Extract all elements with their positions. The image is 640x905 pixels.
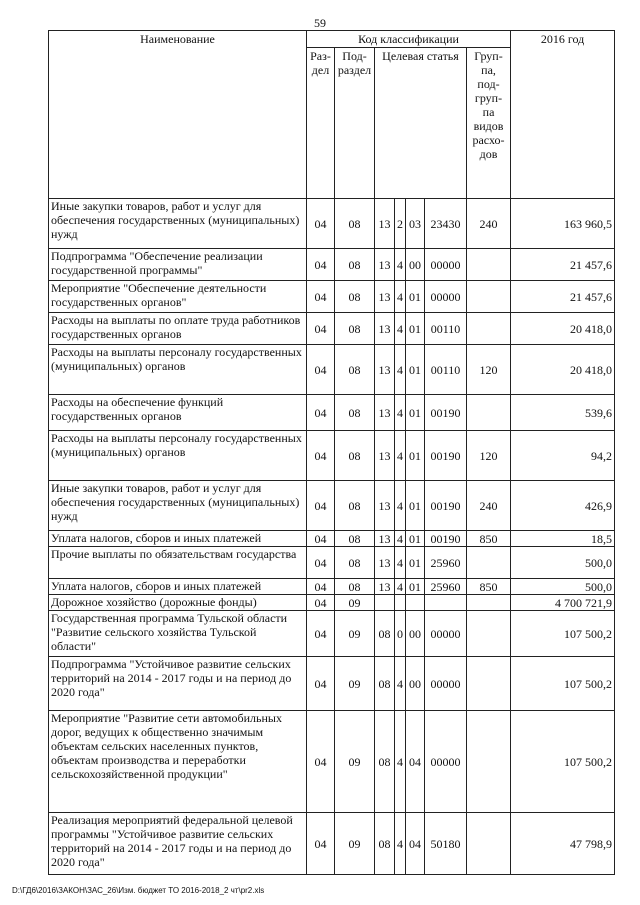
table-row — [49, 711, 615, 813]
row-subsection: 08 — [335, 313, 375, 345]
row-subsection: 08 — [335, 345, 375, 395]
header-row-1 — [49, 31, 615, 48]
table-row — [49, 345, 615, 395]
row-amount: 20 418,0 — [511, 345, 615, 395]
row-subsection: 08 — [335, 431, 375, 481]
row-name: Дорожное хозяйство (дорожные фонды) — [49, 595, 307, 611]
row-expense-group — [467, 547, 511, 579]
row-measure: 01 — [406, 281, 425, 313]
table-row — [49, 595, 615, 611]
row-expense-group: 850 — [467, 531, 511, 547]
row-subprogram — [395, 595, 406, 611]
row-measure: 01 — [406, 313, 425, 345]
header-year: 2016 год — [511, 31, 615, 199]
row-measure: 01 — [406, 531, 425, 547]
row-measure: 01 — [406, 345, 425, 395]
table-row — [49, 313, 615, 345]
row-program: 08 — [375, 813, 395, 875]
row-name: Подпрограмма "Устойчивое развитие сельских территорий на 2014 - 2017 годы и на период до 2020 года" — [49, 657, 307, 711]
row-name: Уплата налогов, сборов и иных платежей — [49, 579, 307, 595]
row-subsection: 08 — [335, 281, 375, 313]
row-subsection: 09 — [335, 657, 375, 711]
row-subprogram: 4 — [395, 547, 406, 579]
row-direction: 25960 — [425, 579, 467, 595]
row-direction: 00190 — [425, 531, 467, 547]
row-section: 04 — [307, 395, 335, 431]
row-direction: 00110 — [425, 313, 467, 345]
row-measure: 03 — [406, 199, 425, 249]
row-subprogram: 4 — [395, 345, 406, 395]
row-expense-group — [467, 395, 511, 431]
row-program: 13 — [375, 249, 395, 281]
row-subprogram: 4 — [395, 249, 406, 281]
row-subprogram: 4 — [395, 481, 406, 531]
row-section: 04 — [307, 531, 335, 547]
table-row — [49, 579, 615, 595]
row-section: 04 — [307, 313, 335, 345]
row-direction: 00000 — [425, 611, 467, 657]
row-direction: 50180 — [425, 813, 467, 875]
row-measure: 00 — [406, 611, 425, 657]
header-subsection: Под- раздел — [335, 48, 375, 199]
row-expense-group — [467, 611, 511, 657]
row-section: 04 — [307, 657, 335, 711]
row-program: 13 — [375, 313, 395, 345]
row-program: 13 — [375, 345, 395, 395]
row-direction: 25960 — [425, 547, 467, 579]
row-section: 04 — [307, 481, 335, 531]
row-measure — [406, 595, 425, 611]
row-expense-group — [467, 657, 511, 711]
row-amount: 107 500,2 — [511, 611, 615, 657]
row-subprogram: 4 — [395, 711, 406, 813]
header-name: Наименование — [49, 31, 307, 199]
row-direction: 00000 — [425, 281, 467, 313]
row-expense-group — [467, 249, 511, 281]
row-amount: 163 960,5 — [511, 199, 615, 249]
budget-table — [48, 30, 615, 875]
row-subsection: 09 — [335, 711, 375, 813]
row-expense-group — [467, 813, 511, 875]
row-amount: 94,2 — [511, 431, 615, 481]
row-amount: 4 700 721,9 — [511, 595, 615, 611]
row-subsection: 08 — [335, 531, 375, 547]
header-classification: Код классификации — [307, 31, 511, 48]
row-name: Мероприятие "Обеспечение деятельности государственных органов" — [49, 281, 307, 313]
table-row — [49, 249, 615, 281]
row-direction: 00000 — [425, 657, 467, 711]
row-amount: 18,5 — [511, 531, 615, 547]
row-section: 04 — [307, 611, 335, 657]
row-program: 13 — [375, 579, 395, 595]
row-subsection: 09 — [335, 611, 375, 657]
row-measure: 01 — [406, 547, 425, 579]
row-subsection: 08 — [335, 249, 375, 281]
row-name: Прочие выплаты по обязательствам государства — [49, 547, 307, 579]
row-direction — [425, 595, 467, 611]
table-row — [49, 611, 615, 657]
table-row — [49, 657, 615, 711]
row-measure: 04 — [406, 813, 425, 875]
row-program: 08 — [375, 711, 395, 813]
table-row — [49, 199, 615, 249]
row-name: Мероприятие "Развитие сети автомобильных дорог, ведущих к общественно значимым объектам сельских населенных пунктов, объектам производства и переработки сельскохозяйственной продукции" — [49, 711, 307, 813]
table-row — [49, 547, 615, 579]
row-amount: 47 798,9 — [511, 813, 615, 875]
row-direction: 00190 — [425, 431, 467, 481]
row-name: Реализация мероприятий федеральной целевой программы "Устойчивое развитие сельских территорий на 2014 - 2017 годы и на период до 2020 года" — [49, 813, 307, 875]
row-amount: 21 457,6 — [511, 249, 615, 281]
row-expense-group — [467, 595, 511, 611]
row-section: 04 — [307, 547, 335, 579]
row-amount: 539,6 — [511, 395, 615, 431]
row-amount: 20 418,0 — [511, 313, 615, 345]
row-program: 13 — [375, 547, 395, 579]
row-section: 04 — [307, 579, 335, 595]
row-subprogram: 4 — [395, 395, 406, 431]
row-section: 04 — [307, 345, 335, 395]
row-amount: 107 500,2 — [511, 657, 615, 711]
page-number: 59 — [314, 16, 326, 30]
row-amount: 107 500,2 — [511, 711, 615, 813]
table-row — [49, 813, 615, 875]
row-direction: 23430 — [425, 199, 467, 249]
row-name: Подпрограмма "Обеспечение реализации государственной программы" — [49, 249, 307, 281]
row-subsection: 08 — [335, 579, 375, 595]
row-measure: 00 — [406, 657, 425, 711]
row-section: 04 — [307, 199, 335, 249]
row-section: 04 — [307, 249, 335, 281]
row-subprogram: 4 — [395, 657, 406, 711]
header-expense-group: Груп- па, под- груп- па видов расхо- дов — [467, 48, 511, 199]
row-expense-group — [467, 711, 511, 813]
row-name: Расходы на обеспечение функций государственных органов — [49, 395, 307, 431]
row-measure: 01 — [406, 481, 425, 531]
table-row — [49, 395, 615, 431]
table-row — [49, 531, 615, 547]
row-subsection: 08 — [335, 199, 375, 249]
row-expense-group — [467, 313, 511, 345]
row-subprogram: 4 — [395, 281, 406, 313]
file-path-footer: D:\ГД6\2016\ЗАКОН\ЗАС_26\Изм. бюджет ТО 2016-2018_2 чт\pr2.xls — [12, 886, 265, 895]
row-subprogram: 0 — [395, 611, 406, 657]
row-program: 13 — [375, 395, 395, 431]
row-direction: 00190 — [425, 395, 467, 431]
table-row — [49, 481, 615, 531]
row-expense-group: 120 — [467, 345, 511, 395]
row-subprogram: 4 — [395, 813, 406, 875]
row-measure: 01 — [406, 579, 425, 595]
row-expense-group — [467, 281, 511, 313]
table-body — [49, 199, 615, 875]
row-expense-group: 240 — [467, 481, 511, 531]
row-expense-group: 850 — [467, 579, 511, 595]
row-program — [375, 595, 395, 611]
header-target-article: Целевая статья — [375, 48, 467, 199]
row-program: 13 — [375, 281, 395, 313]
row-program: 08 — [375, 657, 395, 711]
row-name: Иные закупки товаров, работ и услуг для обеспечения государственных (муниципальных) нужд — [49, 199, 307, 249]
row-name: Расходы на выплаты персоналу государственных (муниципальных) органов — [49, 431, 307, 481]
row-amount: 21 457,6 — [511, 281, 615, 313]
row-subsection: 09 — [335, 595, 375, 611]
row-expense-group: 120 — [467, 431, 511, 481]
row-program: 13 — [375, 531, 395, 547]
row-amount: 500,0 — [511, 579, 615, 595]
row-measure: 01 — [406, 431, 425, 481]
row-subsection: 09 — [335, 813, 375, 875]
row-amount: 500,0 — [511, 547, 615, 579]
row-measure: 00 — [406, 249, 425, 281]
row-subprogram: 4 — [395, 431, 406, 481]
row-name: Иные закупки товаров, работ и услуг для обеспечения государственных (муниципальных) нужд — [49, 481, 307, 531]
row-subsection: 08 — [335, 395, 375, 431]
table-row — [49, 281, 615, 313]
row-subprogram: 4 — [395, 579, 406, 595]
table-row — [49, 431, 615, 481]
row-program: 08 — [375, 611, 395, 657]
row-program: 13 — [375, 199, 395, 249]
row-name: Уплата налогов, сборов и иных платежей — [49, 531, 307, 547]
row-subprogram: 4 — [395, 531, 406, 547]
row-subsection: 08 — [335, 481, 375, 531]
row-subprogram: 2 — [395, 199, 406, 249]
row-subprogram: 4 — [395, 313, 406, 345]
row-section: 04 — [307, 711, 335, 813]
row-expense-group: 240 — [467, 199, 511, 249]
row-name: Государственная программа Тульской области "Развитие сельского хозяйства Тульской области" — [49, 611, 307, 657]
row-program: 13 — [375, 481, 395, 531]
row-direction: 00000 — [425, 249, 467, 281]
row-section: 04 — [307, 431, 335, 481]
row-program: 13 — [375, 431, 395, 481]
row-section: 04 — [307, 281, 335, 313]
row-direction: 00190 — [425, 481, 467, 531]
row-name: Расходы на выплаты по оплате труда работников государственных органов — [49, 313, 307, 345]
header-section: Раз- дел — [307, 48, 335, 199]
row-direction: 00110 — [425, 345, 467, 395]
row-subsection: 08 — [335, 547, 375, 579]
row-name: Расходы на выплаты персоналу государственных (муниципальных) органов — [49, 345, 307, 395]
row-amount: 426,9 — [511, 481, 615, 531]
row-section: 04 — [307, 595, 335, 611]
row-direction: 00000 — [425, 711, 467, 813]
row-section: 04 — [307, 813, 335, 875]
row-measure: 04 — [406, 711, 425, 813]
row-measure: 01 — [406, 395, 425, 431]
